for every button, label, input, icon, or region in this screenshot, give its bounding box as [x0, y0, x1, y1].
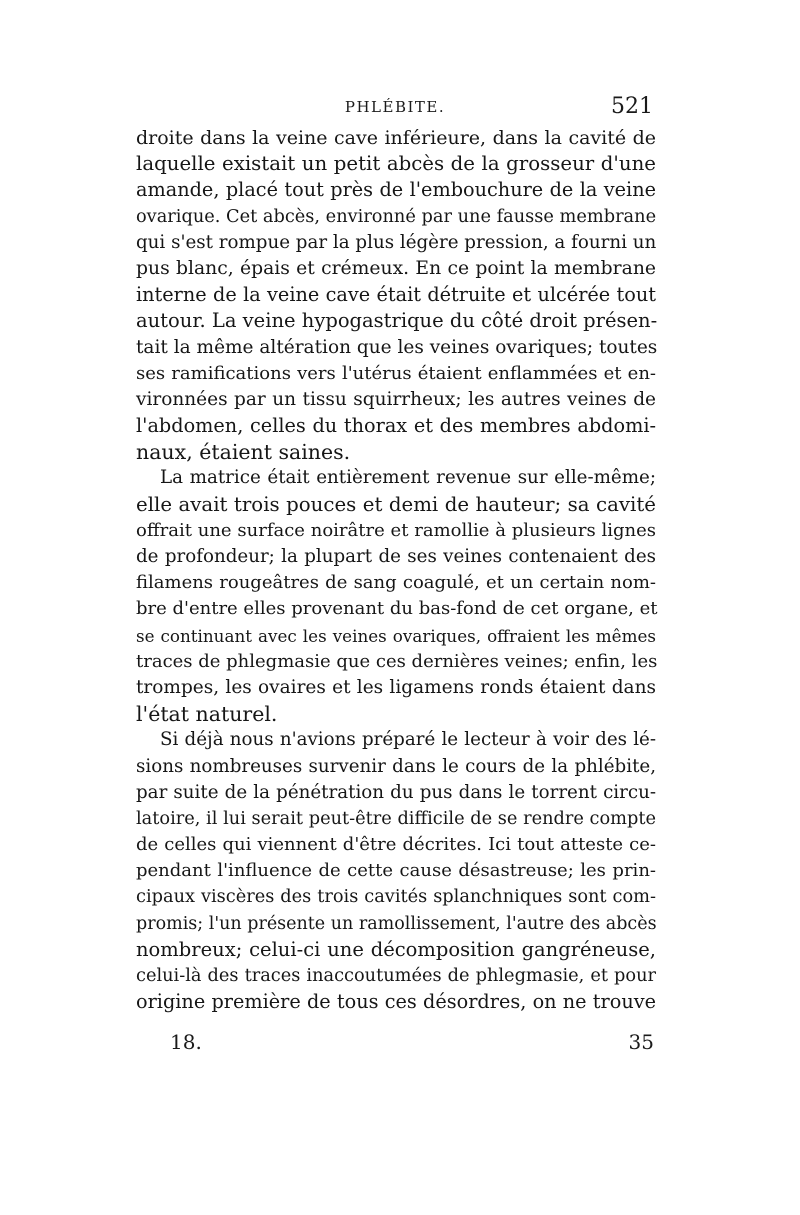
text-line: nombreux; celui-ci une décomposition gangréneuse,: [136, 937, 656, 961]
text-line: tait la même altération que les veines ovariques; toutes: [136, 336, 658, 358]
text-line: interne de la veine cave était détruite et ulcérée tout: [136, 283, 656, 307]
text-line: de celles qui viennent d'être décrites. Ici tout atteste ce-: [136, 834, 656, 856]
text-line: Si déjà nous n'avions préparé le lecteur à voir des lé-: [160, 729, 656, 751]
text-line: l'état naturel.: [136, 702, 278, 727]
text-line: autour. La veine hypogastrique du côté droit présen-: [136, 309, 658, 333]
text-line: pus blanc, épais et crémeux. En ce point la membrane: [136, 257, 656, 279]
body-text: [136, 125, 656, 1015]
page-footer: [170, 1030, 654, 1060]
text-line: cipaux viscères des trois cavités splanchniques sont com-: [136, 887, 656, 908]
text-line: ses ramifications vers l'utérus étaient enflammées et en-: [136, 362, 656, 384]
text-line: laquelle existait un petit abcès de la grosseur d'une: [136, 152, 656, 176]
text-line: celui-là des traces inaccoutumées de phlegmasie, et pour: [136, 966, 656, 986]
text-line: offrait une surface noirâtre et ramollie à plusieurs lignes: [136, 519, 656, 541]
text-line: traces de phlegmasie que ces dernières veines; enfin, les: [136, 650, 658, 672]
text-line: elle avait trois pouces et demi de hauteur; sa cavité: [136, 492, 656, 516]
running-head: PHLÉBITE.: [344, 98, 446, 116]
text-line: bre d'entre elles provenant du bas-fond de cet organe, et: [136, 598, 658, 620]
text-line: pendant l'influence de cette cause désastreuse; les prin-: [136, 860, 656, 882]
text-line: qui s'est rompue par la plus légère pression, a fourni un: [136, 231, 657, 253]
text-line: naux, étaient saines.: [136, 440, 351, 465]
text-line: sions nombreuses survenir dans le cours de la phlébite,: [136, 755, 656, 777]
text-line: ovarique. Cet abcès, environné par une fausse membrane: [136, 206, 657, 227]
signature-mark: 18.: [170, 1030, 202, 1054]
text-line: trompes, les ovaires et les ligamens ronds étaient dans: [136, 676, 656, 698]
sheet-number: 35: [628, 1030, 654, 1054]
text-line: se continuant avec les veines ovariques, offraient les mêmes: [136, 625, 656, 646]
text-line: amande, placé tout près de l'embouchure de la veine: [136, 178, 656, 202]
text-line: origine première de tous ces désordres, on ne trouve: [136, 990, 656, 1014]
text-line: vironnées par un tissu squirrheux; les autres veines de: [136, 388, 656, 410]
text-line: droite dans la veine cave inférieure, dans la cavité de: [136, 127, 656, 149]
text-line: par suite de la pénétration du pus dans le torrent circu-: [136, 781, 656, 803]
text-line: de profondeur; la plupart de ses veines contenaient des: [136, 546, 656, 567]
text-line: filamens rougeâtres de sang coagulé, et un certain nom-: [136, 572, 656, 594]
text-line: l'abdomen, celles du thorax et des membres abdomi-: [136, 414, 656, 438]
text-line: promis; l'un présente un ramollissement, l'autre des abcès: [136, 913, 657, 934]
text-line: La matrice était entièrement revenue sur elle-même;: [160, 467, 656, 489]
page-header: [133, 94, 657, 124]
text-line: latoire, il lui serait peut-être difficile de se rendre compte: [136, 808, 656, 829]
page-number: 521: [611, 94, 653, 119]
